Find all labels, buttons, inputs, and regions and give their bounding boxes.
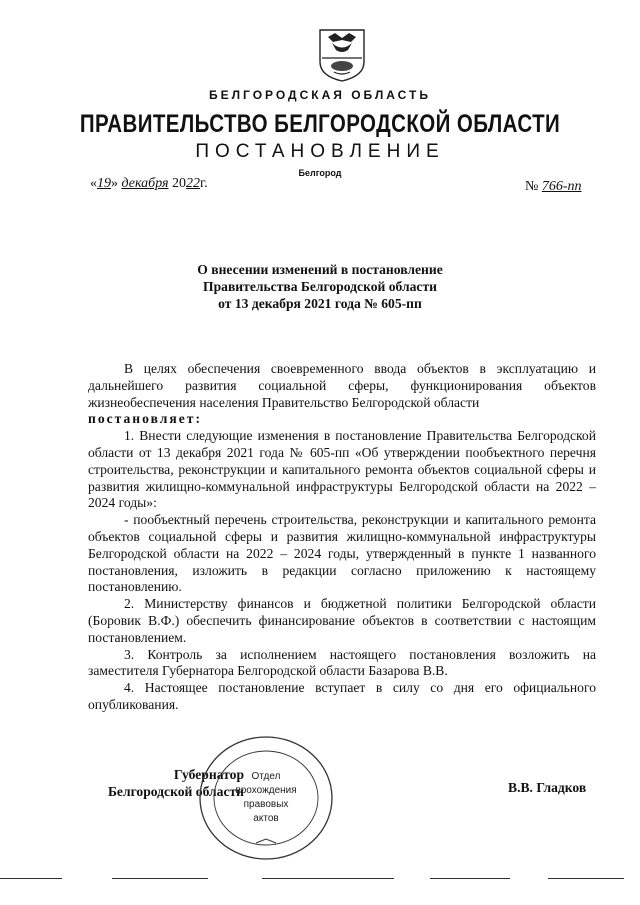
stamp-line-2: прохождения (235, 785, 297, 796)
footer-line-1 (0, 878, 62, 879)
stamp-line-1: Отдел (251, 771, 281, 782)
footer-line-5 (548, 878, 624, 879)
region-name: БЕЛГОРОДСКАЯ ОБЛАСТЬ (209, 88, 431, 102)
footer-line-4 (430, 878, 510, 879)
official-stamp-icon (196, 733, 336, 863)
stamp-line-3: правовых (243, 799, 289, 810)
document-body (88, 361, 596, 714)
paragraph-3: 3. Контроль за исполнением настоящего постановления возложить на заместителя Губернатора Белгородской области Базарова В.В. (88, 646, 596, 679)
paragraph-1a: - пообъектный перечень строительства, реконструкции и капитального ремонта объектов социальной сферы и развития жилищно-коммунальной инфраструктуры Белгородской области на 2022 – 2024 годы, утвержденный в пункте 1 названного постановления, изложить в редакции согласно приложению к настоящему постановлению. (88, 512, 596, 595)
document-title: О внесении изменений в постановление Правительства Белгородской области от 13 декабря 2021 года № 605-пп (197, 262, 443, 311)
date-month: декабря (121, 176, 169, 191)
date-year: 22 (186, 176, 201, 191)
document-number: № 766-пп (525, 179, 582, 194)
coat-of-arms-icon (318, 28, 366, 82)
resolves-line: постановляет: (88, 411, 202, 427)
stamp-line-4: актов (253, 813, 279, 824)
document-date: «19» декабря 2022г. (90, 176, 208, 191)
government-name: ПРАВИТЕЛЬСТВО БЕЛГОРОДСКОЙ ОБЛАСТИ (79, 110, 561, 138)
footer-line-3 (262, 878, 394, 879)
paragraph-2: 2. Министерству финансов и бюджетной политики Белгородской области (Боровик В.Ф.) обеспечить финансирование объектов в соответствии с настоящим постановлением. (88, 596, 596, 645)
intro-paragraph: В целях обеспечения своевременного ввода объектов в эксплуатацию и дальнейшего развития социальной сферы, функционирования объектов жизнеобеспечения населения Правительство Белгородской области (88, 361, 596, 410)
paragraph-1: 1. Внести следующие изменения в постановление Правительства Белгородской области от 13 декабря 2021 года № 605-пп «Об утверждении пообъектного перечня строительства, реконструкции и капитального ремонта объектов социальной сферы и развития жилищно-коммунальной инфраструктуры Белгородской области на 2022 – 2024 годы»: (88, 428, 596, 511)
signatory-name: В.В. Гладков (508, 780, 587, 795)
document-type: ПОСТАНОВЛЕНИЕ (195, 141, 445, 162)
signatory-position: Губернатор Белгородской области (107, 767, 244, 799)
paragraph-4: 4. Настоящее постановление вступает в силу со дня его официального опубликования. (88, 680, 596, 712)
footer-line-2 (112, 878, 208, 879)
city-name: Белгород (298, 168, 342, 178)
date-day: 19 (97, 176, 111, 191)
